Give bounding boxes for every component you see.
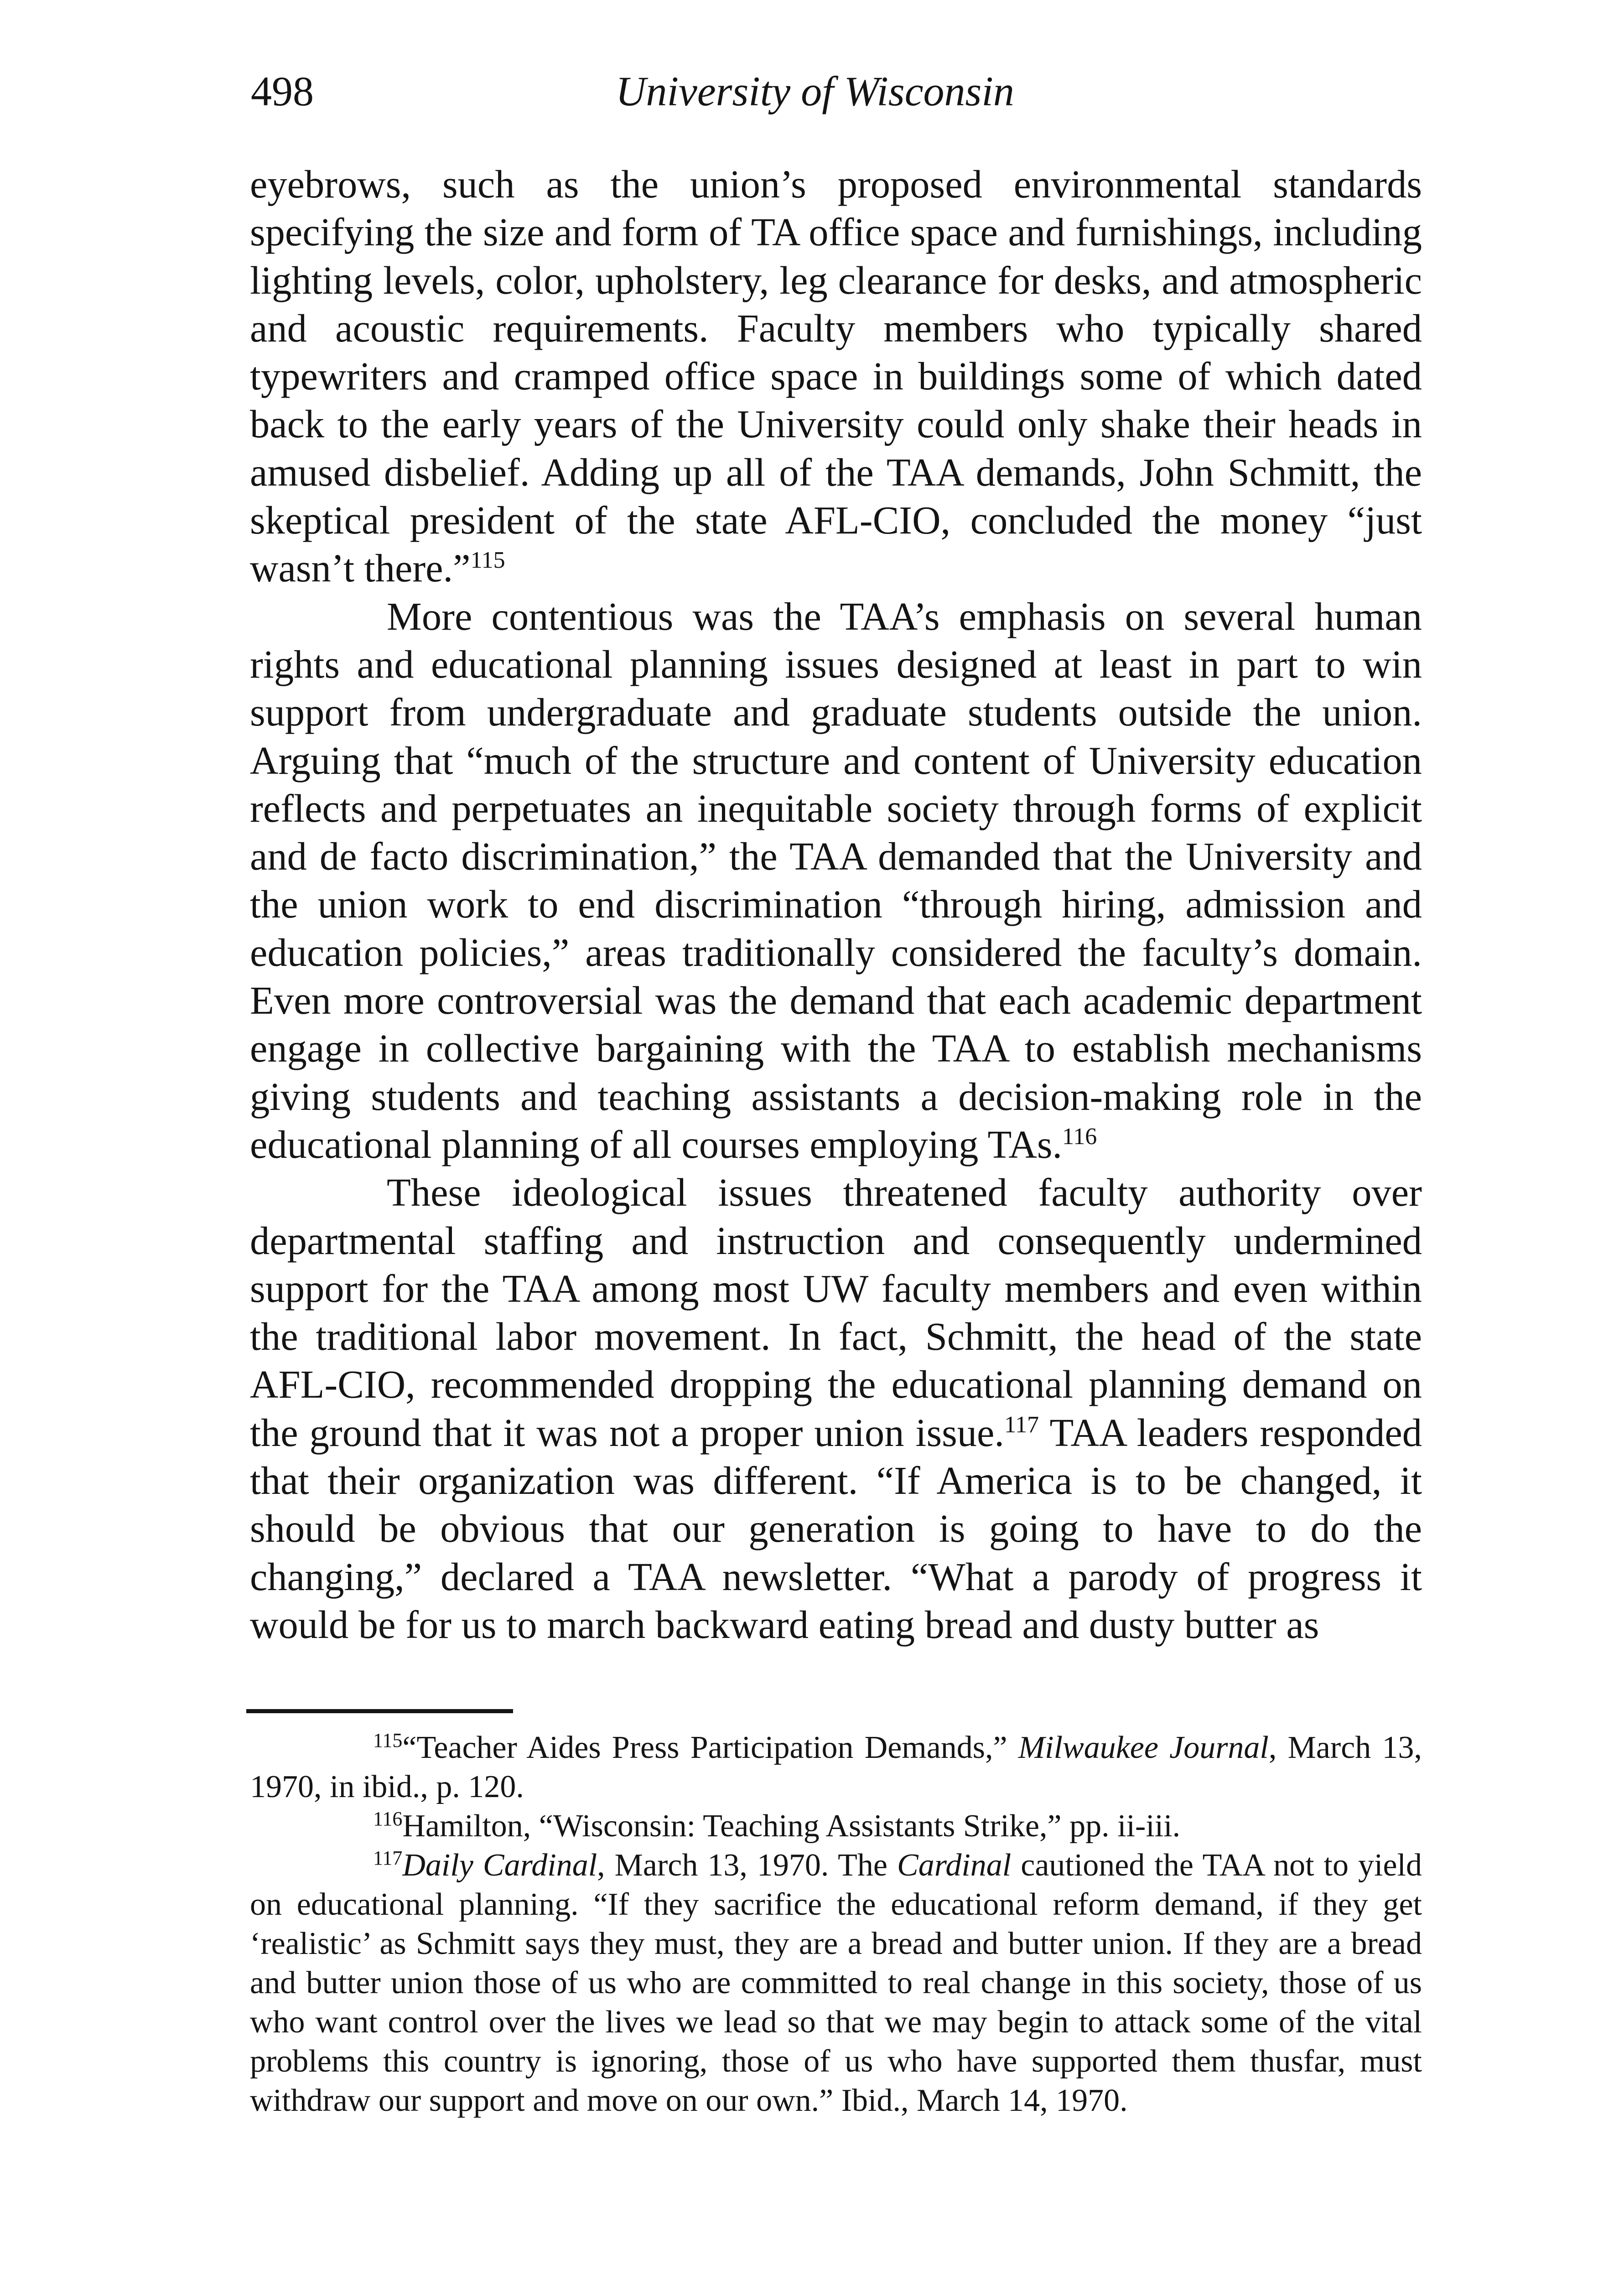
- footnote-115-journal: Milwaukee Journal: [1018, 1730, 1269, 1765]
- running-title: University of Wisconsin: [616, 68, 1014, 114]
- footnote-mark-115: 115: [373, 1729, 403, 1751]
- footnote-115-text-b: , March 13, 1970, in ibid., p. 120.: [250, 1730, 1422, 1804]
- footnote-ref-115: 115: [470, 547, 505, 574]
- footnote-117: [250, 1846, 1422, 2120]
- body-text: [250, 161, 1422, 1649]
- footnote-ref-117: 117: [1004, 1411, 1039, 1438]
- paragraph-3-text-a: These ideological issues threatened faculty authority over departmental staffing and instruction and consequently undermined support for the TAA among most UW faculty members and even within the traditional labor movement. In fact, Schmitt, the head of the state AFL-CIO, recommended dropping the educational planning demand on the ground that it was not a proper union issue.: [250, 1171, 1422, 1455]
- footnote-separator: [246, 1709, 513, 1713]
- page-number: 498: [251, 68, 314, 114]
- running-header: [251, 59, 1418, 123]
- paragraph-3: [250, 1169, 1422, 1649]
- footnote-117-text-a: , March 13, 1970. The: [597, 1848, 898, 1883]
- footnote-116: [250, 1807, 1422, 1846]
- footnote-ref-116: 116: [1062, 1123, 1097, 1150]
- paragraph-2-text: More contentious was the TAA’s emphasis on several human rights and educational planning issues designed at least in part to win support from undergraduate and graduate students outside the union. Arguing that “much of the structure and content of University education reflects and perpetuates an inequitable society through forms of explicit and de facto discrimination,” the TAA demanded that the University and the union work to end discrimination “through hiring, admission and education policies,” areas traditionally considered the faculty’s domain. Even more controversial was the demand that each academic department engage in collective bargaining with the TAA to establish mechanisms giving students and teaching assistants a decision-making role in the educational planning of all courses employing TAs.: [250, 594, 1422, 1166]
- footnote-117-text-b: cautioned the TAA not to yield on educational planning. “If they sacrifice the educational reform demand, if they get ‘realistic’ as Schmitt says they must, they are a bread and butter union. If they are a bread and butter union those of us who are committed to real change in this society, those of us who want control over the lives we lead so that we may begin to attack some of the vital problems this country is ignoring, those of us who have supported them thusfar, must withdraw our support and move on our own.” Ibid., March 14, 1970.: [250, 1848, 1422, 2118]
- footnote-116-text: Hamilton, “Wisconsin: Teaching Assistants Strike,” pp. ii-iii.: [402, 1808, 1181, 1844]
- paragraph-2: [250, 593, 1422, 1169]
- footnote-115-text-a: “Teacher Aides Press Participation Demands,”: [402, 1730, 1018, 1765]
- footnote-117-paper-short: Cardinal: [897, 1848, 1012, 1883]
- footnote-115: [250, 1728, 1422, 1807]
- paragraph-1-text: eyebrows, such as the union’s proposed environmental standards specifying the size and form of TA office space and furnishings, including lighting levels, color, upholstery, leg clearance for desks, and atmospheric and acoustic requirements. Faculty members who typically shared typewriters and cramped office space in buildings some of which dated back to the early years of the University could only shake their heads in amused disbelief. Adding up all of the TAA demands, John Schmitt, the skeptical president of the state AFL-CIO, concluded the money “just wasn’t there.”: [250, 162, 1422, 591]
- footnote-mark-117: 117: [373, 1847, 403, 1869]
- footnote-117-paper: Daily Cardinal: [402, 1848, 597, 1883]
- paragraph-1: [250, 161, 1422, 593]
- footnote-mark-116: 116: [373, 1808, 403, 1830]
- footnotes: [250, 1728, 1422, 2120]
- paragraph-3-text-b: TAA leaders responded that their organization was different. “If America is to be changed, it should be obvious that our generation is going to have to do the changing,” declared a TAA newsletter. “What a parody of progress it would be for us to march backward eating bread and dusty butter as: [250, 1410, 1422, 1647]
